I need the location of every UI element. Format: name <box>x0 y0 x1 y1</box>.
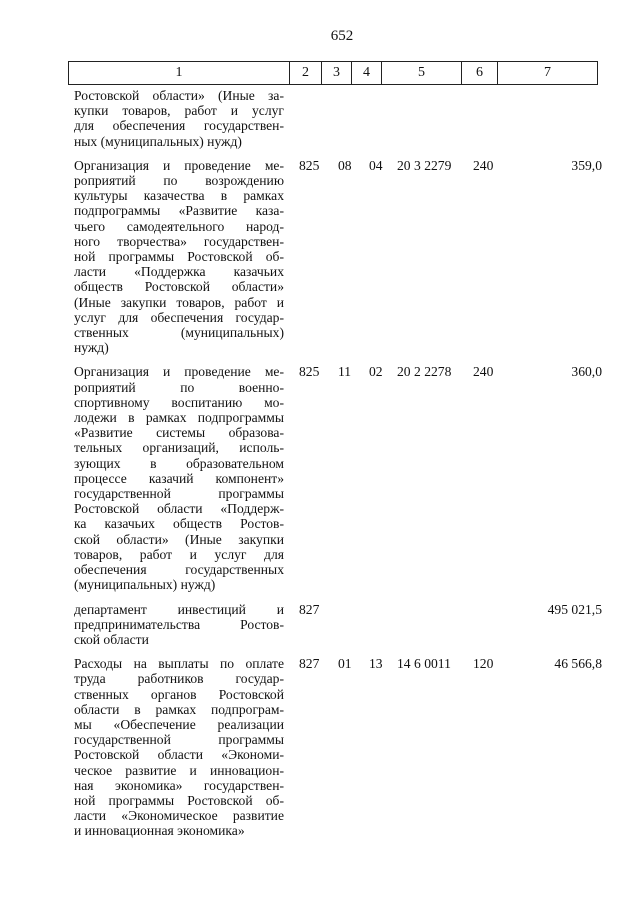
description-line: ческое развитие и инновацион- <box>74 762 284 778</box>
section-code: 08 <box>338 157 352 173</box>
description-line: лодежи в рамках подпрограммы <box>74 410 284 426</box>
target-article-code: 20 3 2279 <box>397 157 452 173</box>
section-code: 11 <box>338 364 352 380</box>
description-line: департамент инвестиций и <box>74 601 284 617</box>
description-line: «Развитие системы образова- <box>74 425 284 441</box>
description-line: (Иные закупки товаров, работ и <box>74 294 284 310</box>
description-line: Организация и проведение ме- <box>74 364 284 380</box>
subsection-code: 02 <box>369 364 383 380</box>
budget-table-body <box>74 88 602 848</box>
description-line: роприятий по военно- <box>74 379 284 395</box>
description-line: чьего самодеятельного народ- <box>74 218 284 234</box>
description-line: ской области» (Иные закупки <box>74 531 284 547</box>
description-line: тельных организаций, исполь- <box>74 440 284 456</box>
table-row <box>74 656 602 838</box>
description-line: ной программы Ростовской об- <box>74 792 284 808</box>
amount: 360,0 <box>571 364 602 380</box>
column-header-6: 6 <box>462 62 498 85</box>
description-line: нужд) <box>74 340 109 356</box>
subsection-code: 13 <box>369 656 383 672</box>
column-header-7: 7 <box>498 62 598 85</box>
amount: 359,0 <box>571 157 602 173</box>
description-line: Ростовской области «Поддерж- <box>74 501 284 517</box>
description-line: мы «Обеспечение реализации <box>74 716 284 732</box>
description-line: Расходы на выплаты по оплате <box>74 656 284 672</box>
target-article-code: 14 6 0011 <box>397 656 451 672</box>
expense-type-code: 120 <box>473 656 494 672</box>
expense-type-code: 240 <box>473 157 494 173</box>
description-line: спортивному воспитанию мо- <box>74 394 284 410</box>
table-row <box>74 88 602 149</box>
column-header-5: 5 <box>382 62 462 85</box>
description-line: купки товаров, работ и услуг <box>74 103 284 119</box>
grbs-code: 825 <box>299 364 320 380</box>
description-line: труда работников государ- <box>74 671 284 687</box>
grbs-code: 827 <box>299 601 320 617</box>
row-description <box>74 602 284 648</box>
description-line: государственной программы <box>74 486 284 502</box>
description-line: (муниципальных) нужд) <box>74 577 216 593</box>
column-header-row <box>69 62 598 85</box>
description-line: области в рамках подпрограм- <box>74 701 284 717</box>
grbs-code: 827 <box>299 656 320 672</box>
description-line: ного творчества» государствен- <box>74 233 284 249</box>
description-line: обществ Ростовской области» <box>74 279 284 295</box>
grbs-code: 825 <box>299 157 320 173</box>
description-line: Ростовской области «Экономи- <box>74 747 284 763</box>
description-line: товаров, работ и услуг для <box>74 546 284 562</box>
description-line: подпрограммы «Развитие каза- <box>74 203 284 219</box>
column-header-3: 3 <box>322 62 352 85</box>
table-row <box>74 364 602 592</box>
expense-type-code: 240 <box>473 364 494 380</box>
amount: 495 021,5 <box>547 601 602 617</box>
description-line: обеспечения государственных <box>74 562 284 578</box>
column-header-4: 4 <box>352 62 382 85</box>
row-description <box>74 656 284 838</box>
subsection-code: 04 <box>369 157 383 173</box>
target-article-code: 20 2 2278 <box>397 364 452 380</box>
table-row <box>74 158 602 356</box>
row-description <box>74 88 284 149</box>
description-line: ная экономика» государствен- <box>74 777 284 793</box>
amount: 46 566,8 <box>554 656 602 672</box>
row-description <box>74 364 284 592</box>
description-line: культуры казачества в рамках <box>74 188 284 204</box>
description-line: для обеспечения государствен- <box>74 118 284 134</box>
description-line: ных (муниципальных) нужд) <box>74 133 242 149</box>
page-number: 652 <box>330 28 354 44</box>
description-line: ласти «Поддержка казачьих <box>74 264 284 280</box>
description-line: зующих в образовательном <box>74 455 284 471</box>
description-line: ка казачьих обществ Ростов- <box>74 516 284 532</box>
description-line: ласти «Экономическое развитие <box>74 808 284 824</box>
column-header-table <box>68 61 598 85</box>
description-line: Ростовской области» (Иные за- <box>74 88 284 103</box>
description-line: предпринимательства Ростов- <box>74 616 284 632</box>
description-line: Организация и проведение ме- <box>74 157 284 173</box>
description-line: ной программы Ростовской об- <box>74 249 284 265</box>
description-line: государственной программы <box>74 732 284 748</box>
description-line: ственных органов Ростовской <box>74 686 284 702</box>
description-line: ственных (муниципальных) <box>74 325 284 341</box>
description-line: процессе казачий компонент» <box>74 470 284 486</box>
section-code: 01 <box>338 656 352 672</box>
description-line: роприятий по возрождению <box>74 173 284 189</box>
description-line: и инновационная экономика» <box>74 823 245 839</box>
row-description <box>74 158 284 356</box>
column-header-1: 1 <box>69 62 290 85</box>
column-header-2: 2 <box>290 62 322 85</box>
table-row <box>74 602 602 648</box>
description-line: ской области <box>74 631 149 647</box>
description-line: услуг для обеспечения государ- <box>74 309 284 325</box>
